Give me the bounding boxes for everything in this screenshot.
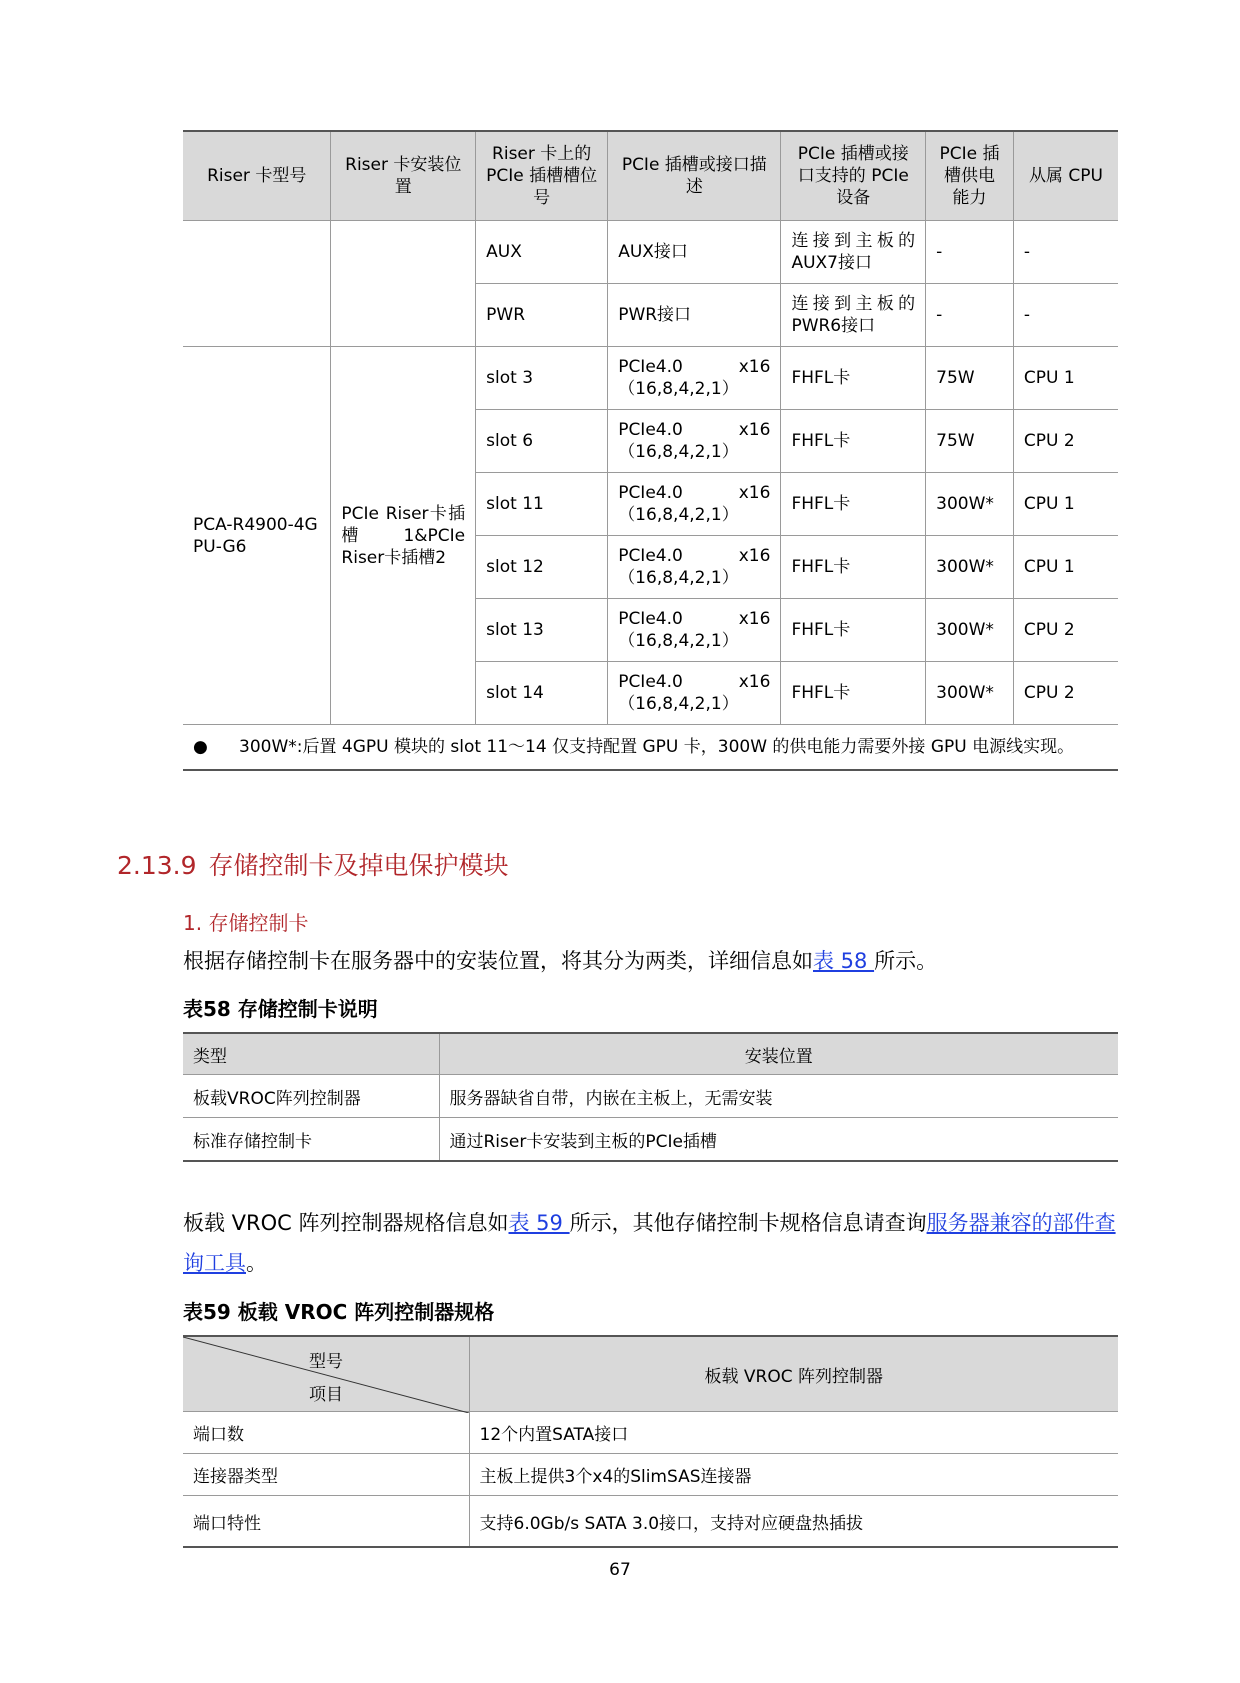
value-cell: 12个内置SATA接口 bbox=[469, 1412, 1118, 1454]
location-cell: 通过Riser卡安装到主板的PCIe插槽 bbox=[439, 1118, 1118, 1162]
header-item: 项目 bbox=[309, 1385, 343, 1405]
type-cell: 标准存储控制卡 bbox=[183, 1118, 439, 1162]
cpu-cell: CPU 1 bbox=[1013, 536, 1118, 599]
header-slot-desc: PCIe 插槽或接口描述 bbox=[608, 131, 781, 221]
slot-cell: AUX bbox=[476, 221, 608, 284]
header-supported-device: PCIe 插槽或接口支持的 PCIe 设备 bbox=[781, 131, 926, 221]
pcie-lanes: （16,8,4,2,1） bbox=[618, 568, 739, 588]
pcie-version: PCIe4.0 bbox=[618, 483, 683, 503]
table-note bbox=[183, 725, 1118, 771]
table-59 bbox=[183, 1335, 1118, 1548]
desc-cell: PWR接口 bbox=[608, 284, 781, 347]
pcie-width: x16 bbox=[738, 672, 771, 692]
type-cell: 板载VROC阵列控制器 bbox=[183, 1075, 439, 1118]
bullet-icon: ● bbox=[193, 737, 208, 757]
slot-cell: slot 12 bbox=[476, 536, 608, 599]
item-cell: 端口特性 bbox=[183, 1496, 469, 1548]
para-text: 所示，其他存储控制卡规格信息请查询 bbox=[569, 1211, 927, 1235]
power-cell: - bbox=[926, 284, 1014, 347]
table-59-caption: 表59 板载 VROC 阵列控制器规格 bbox=[183, 1300, 495, 1324]
para-text: 板载 VROC 阵列控制器规格信息如 bbox=[183, 1211, 509, 1235]
device-cell: FHFL卡 bbox=[781, 536, 926, 599]
pcie-version: PCIe4.0 bbox=[618, 609, 683, 629]
desc-cell bbox=[608, 536, 781, 599]
desc-cell bbox=[608, 410, 781, 473]
slot-cell: slot 11 bbox=[476, 473, 608, 536]
subsection-heading: 1. 存储控制卡 bbox=[183, 911, 309, 935]
item-cell: 连接器类型 bbox=[183, 1454, 469, 1496]
table-row bbox=[183, 221, 1118, 284]
para-text: 。 bbox=[246, 1251, 267, 1275]
table-row bbox=[183, 1075, 1118, 1118]
table-row bbox=[183, 1412, 1118, 1454]
header-cpu: 从属 CPU bbox=[1013, 131, 1118, 221]
pcie-lanes: （16,8,4,2,1） bbox=[618, 631, 739, 651]
para-text: 根据存储控制卡在服务器中的安装位置，将其分为两类，详细信息如 bbox=[183, 949, 813, 973]
pcie-lanes: （16,8,4,2,1） bbox=[618, 694, 739, 714]
table-row bbox=[183, 1454, 1118, 1496]
pcie-width: x16 bbox=[738, 609, 771, 629]
slot-cell: slot 14 bbox=[476, 662, 608, 725]
desc-cell bbox=[608, 662, 781, 725]
cpu-cell: CPU 1 bbox=[1013, 347, 1118, 410]
note-text: 300W*:后置 4GPU 模块的 slot 11～14 仅支持配置 GPU 卡，300W 的供电能力需要外接 GPU 电源线实现。 bbox=[239, 737, 1075, 757]
table-row bbox=[183, 1496, 1118, 1548]
desc-cell bbox=[608, 473, 781, 536]
pcie-width: x16 bbox=[738, 546, 771, 566]
power-cell: 75W bbox=[926, 347, 1014, 410]
pcie-version: PCIe4.0 bbox=[618, 546, 683, 566]
header-model: 型号 bbox=[309, 1352, 343, 1372]
table-59-link[interactable]: 表 59 bbox=[508, 1211, 570, 1235]
device-cell: FHFL卡 bbox=[781, 347, 926, 410]
pcie-lanes: （16,8,4,2,1） bbox=[618, 505, 739, 525]
empty-cell bbox=[183, 221, 331, 347]
table-row bbox=[183, 347, 1118, 410]
riser-table bbox=[183, 130, 1118, 771]
pcie-version: PCIe4.0 bbox=[618, 672, 683, 692]
device-cell: FHFL卡 bbox=[781, 662, 926, 725]
desc-cell bbox=[608, 347, 781, 410]
power-cell: 300W* bbox=[926, 662, 1014, 725]
table-58 bbox=[183, 1032, 1118, 1162]
section-title: 存储控制卡及掉电保护模块 bbox=[208, 851, 509, 880]
diagonal-header bbox=[183, 1336, 469, 1412]
section-number: 2.13.9 bbox=[117, 851, 197, 880]
device-cell: 连接到主板的AUX7接口 bbox=[781, 221, 926, 284]
riser-position-cell: PCIe Riser卡插槽1&PCIe Riser卡插槽2 bbox=[331, 347, 476, 725]
page-number: 67 bbox=[609, 1560, 631, 1580]
cpu-cell: - bbox=[1013, 221, 1118, 284]
device-cell: FHFL卡 bbox=[781, 473, 926, 536]
power-cell: - bbox=[926, 221, 1014, 284]
power-cell: 300W* bbox=[926, 473, 1014, 536]
device-cell: FHFL卡 bbox=[781, 599, 926, 662]
table-58-link[interactable]: 表 58 bbox=[813, 949, 875, 973]
paragraph-intro bbox=[183, 941, 1118, 981]
pcie-version: PCIe4.0 bbox=[618, 357, 683, 377]
header-vroc: 板载 VROC 阵列控制器 bbox=[469, 1336, 1118, 1412]
table-58-caption: 表58 存储控制卡说明 bbox=[183, 997, 378, 1021]
pcie-lanes: （16,8,4,2,1） bbox=[618, 442, 739, 462]
table-note-row bbox=[183, 725, 1118, 771]
cpu-cell: CPU 2 bbox=[1013, 662, 1118, 725]
cpu-cell: - bbox=[1013, 284, 1118, 347]
para-text: 所示。 bbox=[874, 949, 938, 973]
table-header-row bbox=[183, 131, 1118, 221]
section-heading bbox=[117, 846, 509, 882]
riser-model-cell: PCA-R4900-4GPU-G6 bbox=[183, 347, 331, 725]
desc-cell bbox=[608, 599, 781, 662]
power-cell: 75W bbox=[926, 410, 1014, 473]
slot-cell: PWR bbox=[476, 284, 608, 347]
compatibility-tool-link[interactable]: 服务器兼容的部件查询工具 bbox=[183, 1211, 1116, 1275]
slot-cell: slot 3 bbox=[476, 347, 608, 410]
pcie-width: x16 bbox=[738, 357, 771, 377]
header-type: 类型 bbox=[183, 1033, 439, 1075]
power-cell: 300W* bbox=[926, 536, 1014, 599]
desc-cell: AUX接口 bbox=[608, 221, 781, 284]
location-cell: 服务器缺省自带，内嵌在主板上，无需安装 bbox=[439, 1075, 1118, 1118]
paragraph-vroc bbox=[183, 1203, 1118, 1283]
value-cell: 支持6.0Gb/s SATA 3.0接口，支持对应硬盘热插拔 bbox=[469, 1496, 1118, 1548]
cpu-cell: CPU 2 bbox=[1013, 410, 1118, 473]
empty-cell bbox=[331, 221, 476, 347]
slot-cell: slot 13 bbox=[476, 599, 608, 662]
device-cell: 连接到主板的PWR6接口 bbox=[781, 284, 926, 347]
header-riser-position: Riser 卡安装位置 bbox=[331, 131, 476, 221]
cpu-cell: CPU 2 bbox=[1013, 599, 1118, 662]
header-power: PCIe 插槽供电能力 bbox=[926, 131, 1014, 221]
cpu-cell: CPU 1 bbox=[1013, 473, 1118, 536]
header-slot-number: Riser 卡上的 PCIe 插槽槽位号 bbox=[476, 131, 608, 221]
pcie-version: PCIe4.0 bbox=[618, 420, 683, 440]
pcie-width: x16 bbox=[738, 483, 771, 503]
pcie-lanes: （16,8,4,2,1） bbox=[618, 379, 739, 399]
header-riser-model: Riser 卡型号 bbox=[183, 131, 331, 221]
value-cell: 主板上提供3个x4的SlimSAS连接器 bbox=[469, 1454, 1118, 1496]
table-row bbox=[183, 1118, 1118, 1162]
table-header-row bbox=[183, 1336, 1118, 1412]
pcie-width: x16 bbox=[738, 420, 771, 440]
header-install-location: 安装位置 bbox=[439, 1033, 1118, 1075]
slot-cell: slot 6 bbox=[476, 410, 608, 473]
device-cell: FHFL卡 bbox=[781, 410, 926, 473]
power-cell: 300W* bbox=[926, 599, 1014, 662]
item-cell: 端口数 bbox=[183, 1412, 469, 1454]
table-header-row bbox=[183, 1033, 1118, 1075]
